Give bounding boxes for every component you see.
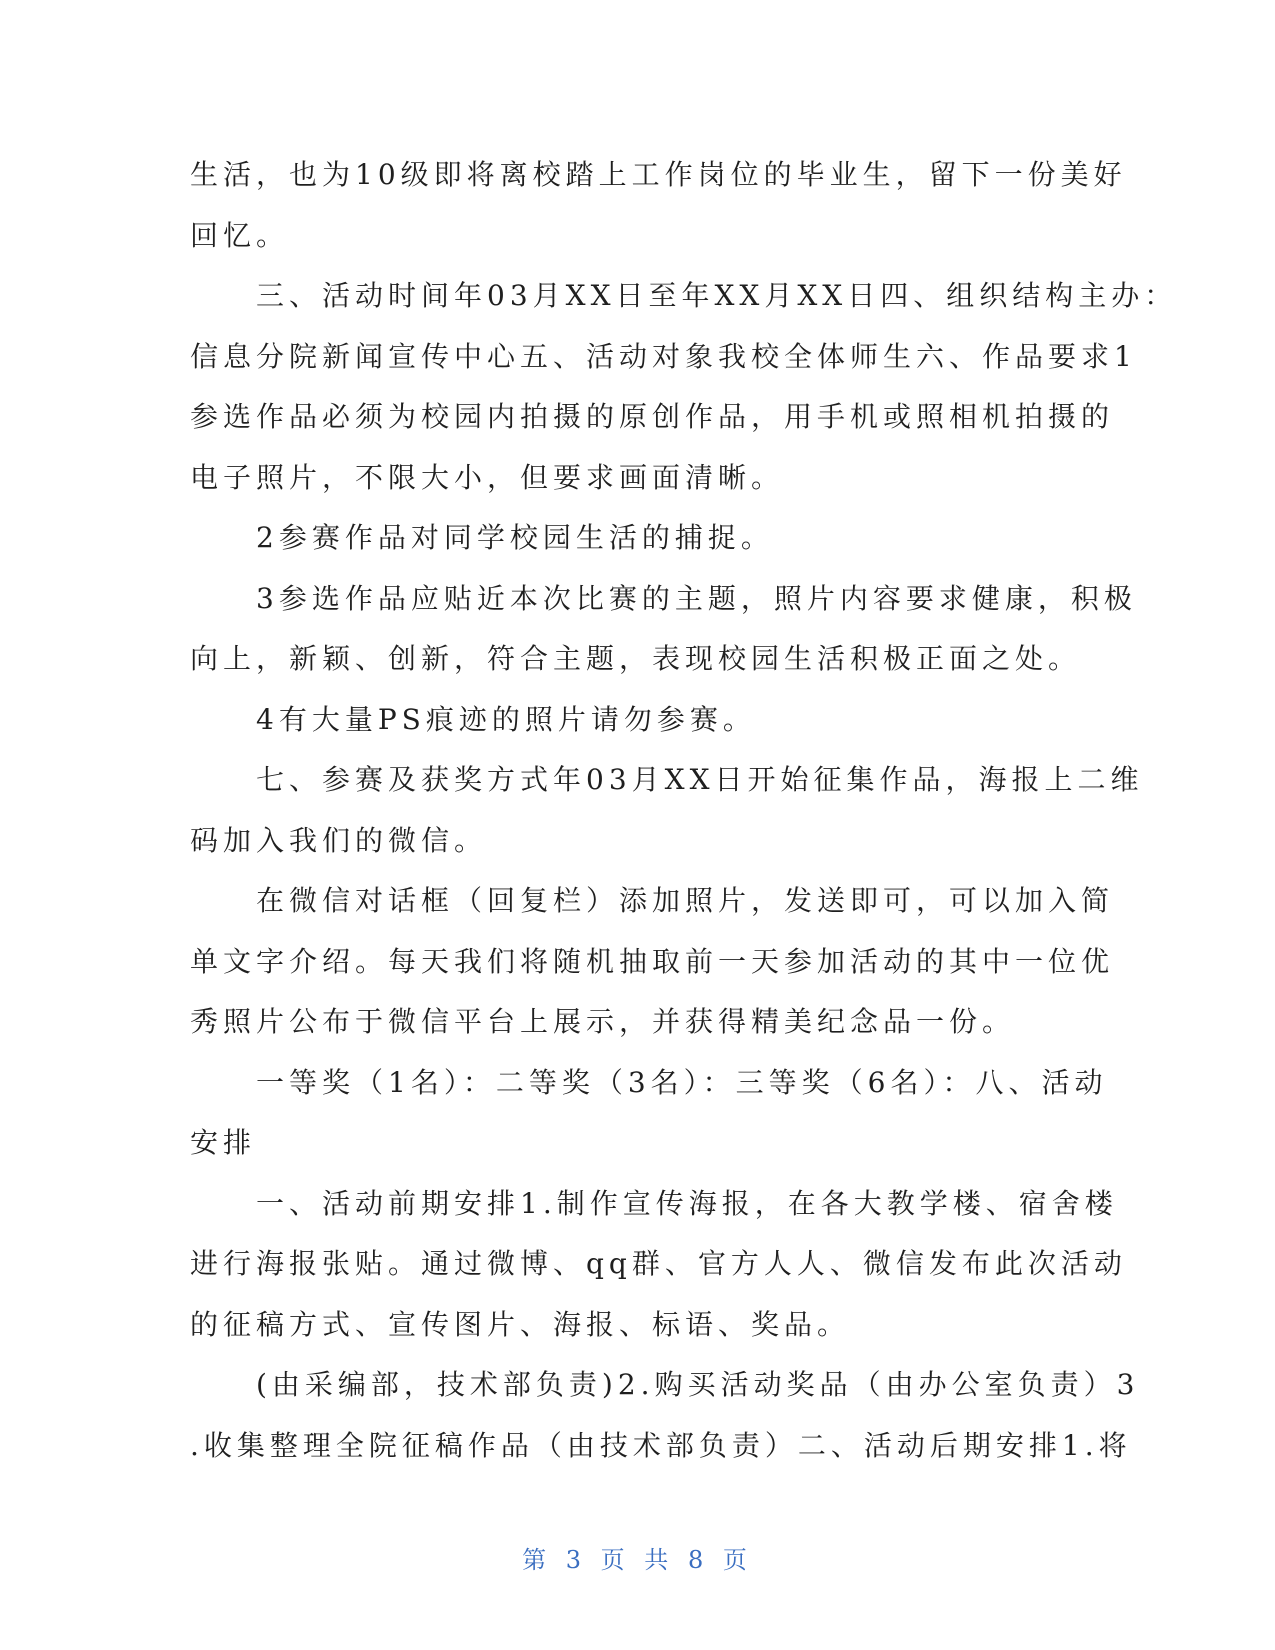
text-line: 3参选作品应贴近本次比赛的主题，照片内容要求健康，积极 — [190, 581, 1137, 615]
document-body — [190, 145, 1178, 1476]
text-line: 电子照片，不限大小，但要求画面清晰。 — [190, 460, 785, 494]
text-line: 2参赛作品对同学校园生活的捕捉。 — [190, 521, 774, 554]
text-line: 信息分院新闻宣传中心五、活动对象我校全体师生六、作品要求1 — [190, 339, 1137, 373]
text-line: 4有大量PS痕迹的照片请勿参赛。 — [190, 702, 756, 736]
text-line: 生活，也为10级即将离校踏上工作岗位的毕业生，留下一份美好 — [190, 158, 1127, 191]
text-line: 参选作品必须为校园内拍摄的原创作品，用手机或照相机拍摄的 — [190, 400, 1115, 433]
text-line: .收集整理全院征稿作品（由技术部负责）二、活动后期安排1.将 — [190, 1428, 1132, 1462]
text-line: 在微信对话框（回复栏）添加照片，发送即可，可以加入简 — [190, 884, 1115, 917]
text-line: 向上，新颖、创新，符合主题，表现校园生活积极正面之处。 — [190, 642, 1082, 675]
text-line: 单文字介绍。每天我们将随机抽取前一天参加活动的其中一位优 — [190, 944, 1115, 978]
text-line: 进行海报张贴。通过微博、qq群、官方人人、微信发布此次活动 — [190, 1247, 1127, 1280]
text-line: 回忆。 — [190, 218, 290, 252]
text-line: 一等奖（1名）：二等奖（3名）：三等奖（6名）：八、活动 — [190, 1065, 1108, 1099]
text-line: (由采编部，技术部负责)2.购买活动奖品（由办公室负责）3 — [190, 1368, 1140, 1401]
text-line: 一、活动前期安排1.制作宣传海报，在各大教学楼、宿舍楼 — [190, 1186, 1118, 1220]
text-line: 码加入我们的微信。 — [190, 823, 488, 857]
text-line: 安排 — [190, 1126, 257, 1159]
text-line: 三、活动时间年03月XX日至年XX月XX日四、组织结构主办： — [190, 279, 1178, 312]
text-line: 七、参赛及获奖方式年03月XX日开始征集作品，海报上二维 — [190, 763, 1144, 796]
text-line: 秀照片公布于微信平台上展示，并获得精美纪念品一份。 — [190, 1005, 1016, 1038]
page-number-footer: 第 3 页 共 8 页 — [522, 1546, 753, 1574]
text-line: 的征稿方式、宣传图片、海报、标语、奖品。 — [190, 1307, 851, 1341]
